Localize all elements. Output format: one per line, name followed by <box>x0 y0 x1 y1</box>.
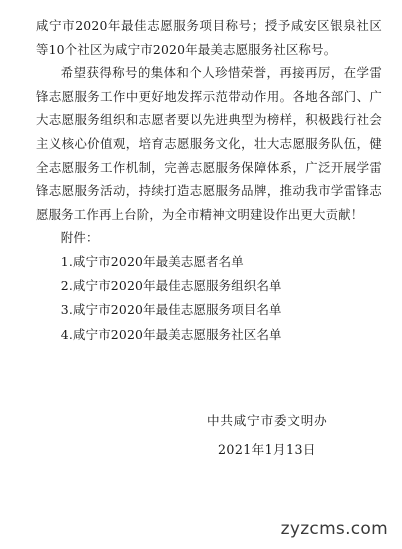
annex-list <box>36 250 382 347</box>
watermark: zyzcms.com <box>280 519 388 539</box>
paragraph-hope: 希望获得称号的集体和个人珍惜荣誉，再接再厉，在学雷锋志愿服务工作中更好地发挥示范带动作用。各地各部门、广大志愿服务组织和志愿者要以先进典型为榜样，积极践行社会主义核心价值观，培育志愿服务文化，壮大志愿服务队伍，健全志愿服务工作机制，完善志愿服务保障体系，广泛开展学雷锋志愿服务活动，持续打造志愿服务品牌，推动我市学雷锋志愿服务工作再上台阶，为全市精神文明建设作出更大贡献！ <box>36 65 382 222</box>
paragraph-awards: 咸宁市2020年最佳志愿服务项目称号；授予咸安区银泉社区等10个社区为咸宁市2020年最美志愿服务社区称号。 <box>36 18 382 57</box>
signature-date: 2021年1月13日 <box>218 442 316 457</box>
annex-item: 4.咸宁市2020年最美志愿服务社区名单 <box>60 326 282 342</box>
annex-item: 1.咸宁市2020年最美志愿者名单 <box>60 253 244 269</box>
annex-title: 附件： <box>60 230 99 246</box>
annex-item: 3.咸宁市2020年最佳志愿服务项目名单 <box>60 302 282 318</box>
annex-item: 2.咸宁市2020年最佳志愿服务组织名单 <box>60 278 282 294</box>
signature-org: 中共咸宁市委文明办 <box>207 413 328 428</box>
document-body <box>36 14 382 347</box>
